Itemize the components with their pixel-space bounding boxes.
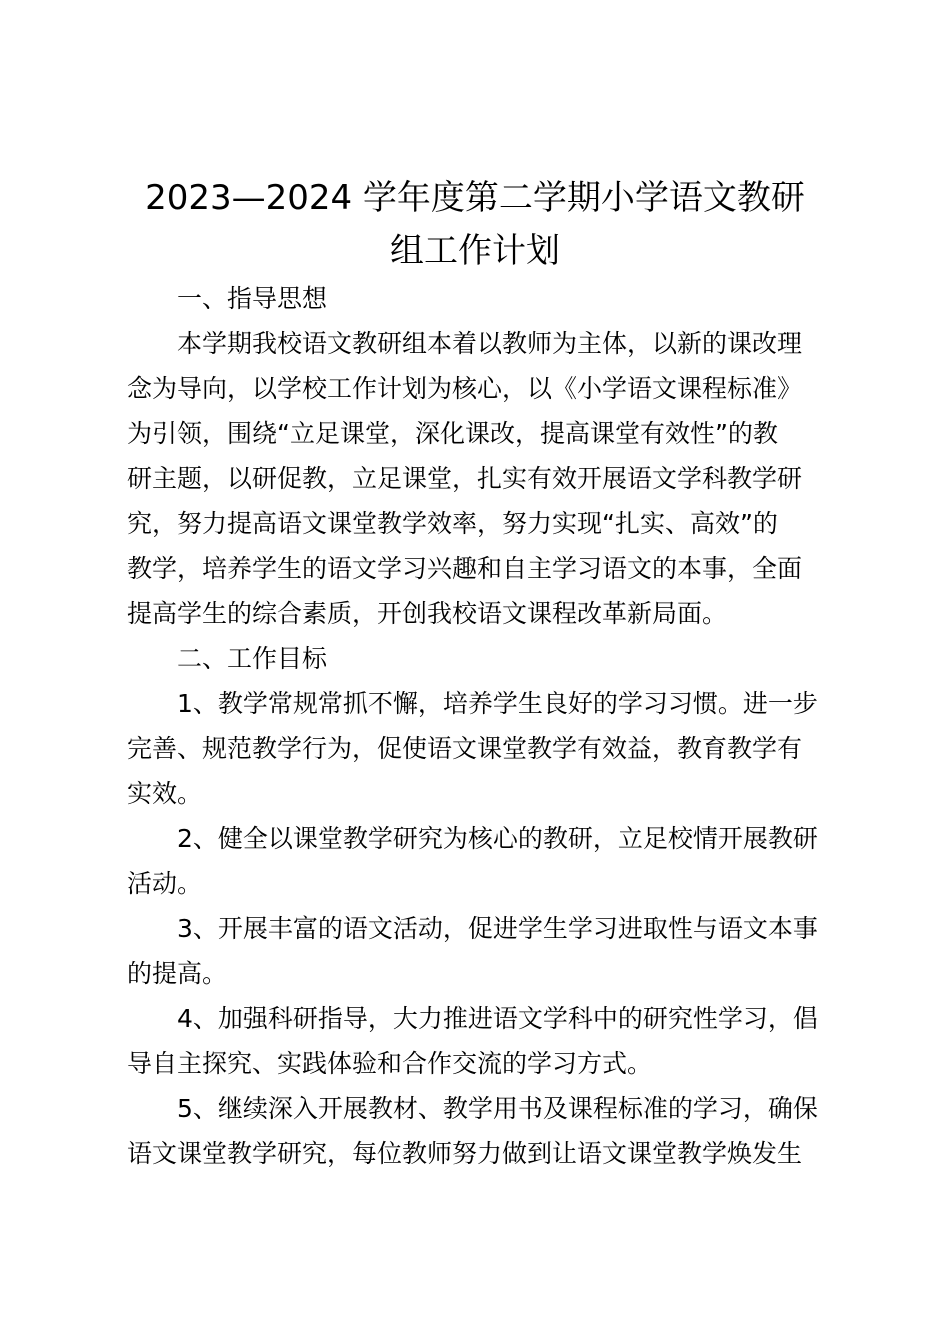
body-line: 2、健全以课堂教学研究为核心的教研，立足校情开展教研 <box>177 824 818 853</box>
body-line: 4、加强科研指导，大力推进语文学科中的研究性学习，倡 <box>177 1004 818 1033</box>
body-line: 研主题，以研促教，立足课堂，扎实有效开展语文学科教学研 <box>127 464 803 493</box>
body-line: 教学，培养学生的语文学习兴趣和自主学习语文的本事，全面 <box>127 554 803 583</box>
body-line: 提高学生的综合素质，开创我校语文课程改革新局面。 <box>127 599 728 628</box>
body-line: 语文课堂教学研究，每位教师努力做到让语文课堂教学焕发生 <box>127 1139 803 1168</box>
title-line-1: 2023—2024 学年度第二学期小学语文教研 <box>145 178 805 218</box>
body-line: 活动。 <box>127 869 203 898</box>
body-line: 实效。 <box>127 779 203 808</box>
body-line: 完善、规范教学行为，促使语文课堂教学有效益，教育教学有 <box>127 734 803 763</box>
body-line: 究，努力提高语文课堂教学效率，努力实现“扎实、高效”的 <box>127 509 778 538</box>
body-line: 念为导向，以学校工作计划为核心，以《小学语文课程标准》 <box>127 374 803 403</box>
body-line: 1、教学常规常抓不懈，培养学生良好的学习习惯。进一步 <box>177 689 818 718</box>
body-line: 一、指导思想 <box>177 284 328 313</box>
body-line: 5、继续深入开展教材、教学用书及课程标准的学习，确保 <box>177 1094 818 1123</box>
body-line: 3、开展丰富的语文活动，促进学生学习进取性与语文本事 <box>177 914 818 943</box>
title-line-2: 组工作计划 <box>390 231 560 271</box>
body-line: 的提高。 <box>127 959 228 988</box>
body-line: 二、工作目标 <box>177 644 328 673</box>
document-title <box>120 172 830 278</box>
document-body <box>127 276 839 1176</box>
body-line: 本学期我校语文教研组本着以教师为主体，以新的课改理 <box>177 329 803 358</box>
body-line: 导自主探究、实践体验和合作交流的学习方式。 <box>127 1049 653 1078</box>
body-line: 为引领，围绕“立足课堂，深化课改，提高课堂有效性”的教 <box>127 419 778 448</box>
